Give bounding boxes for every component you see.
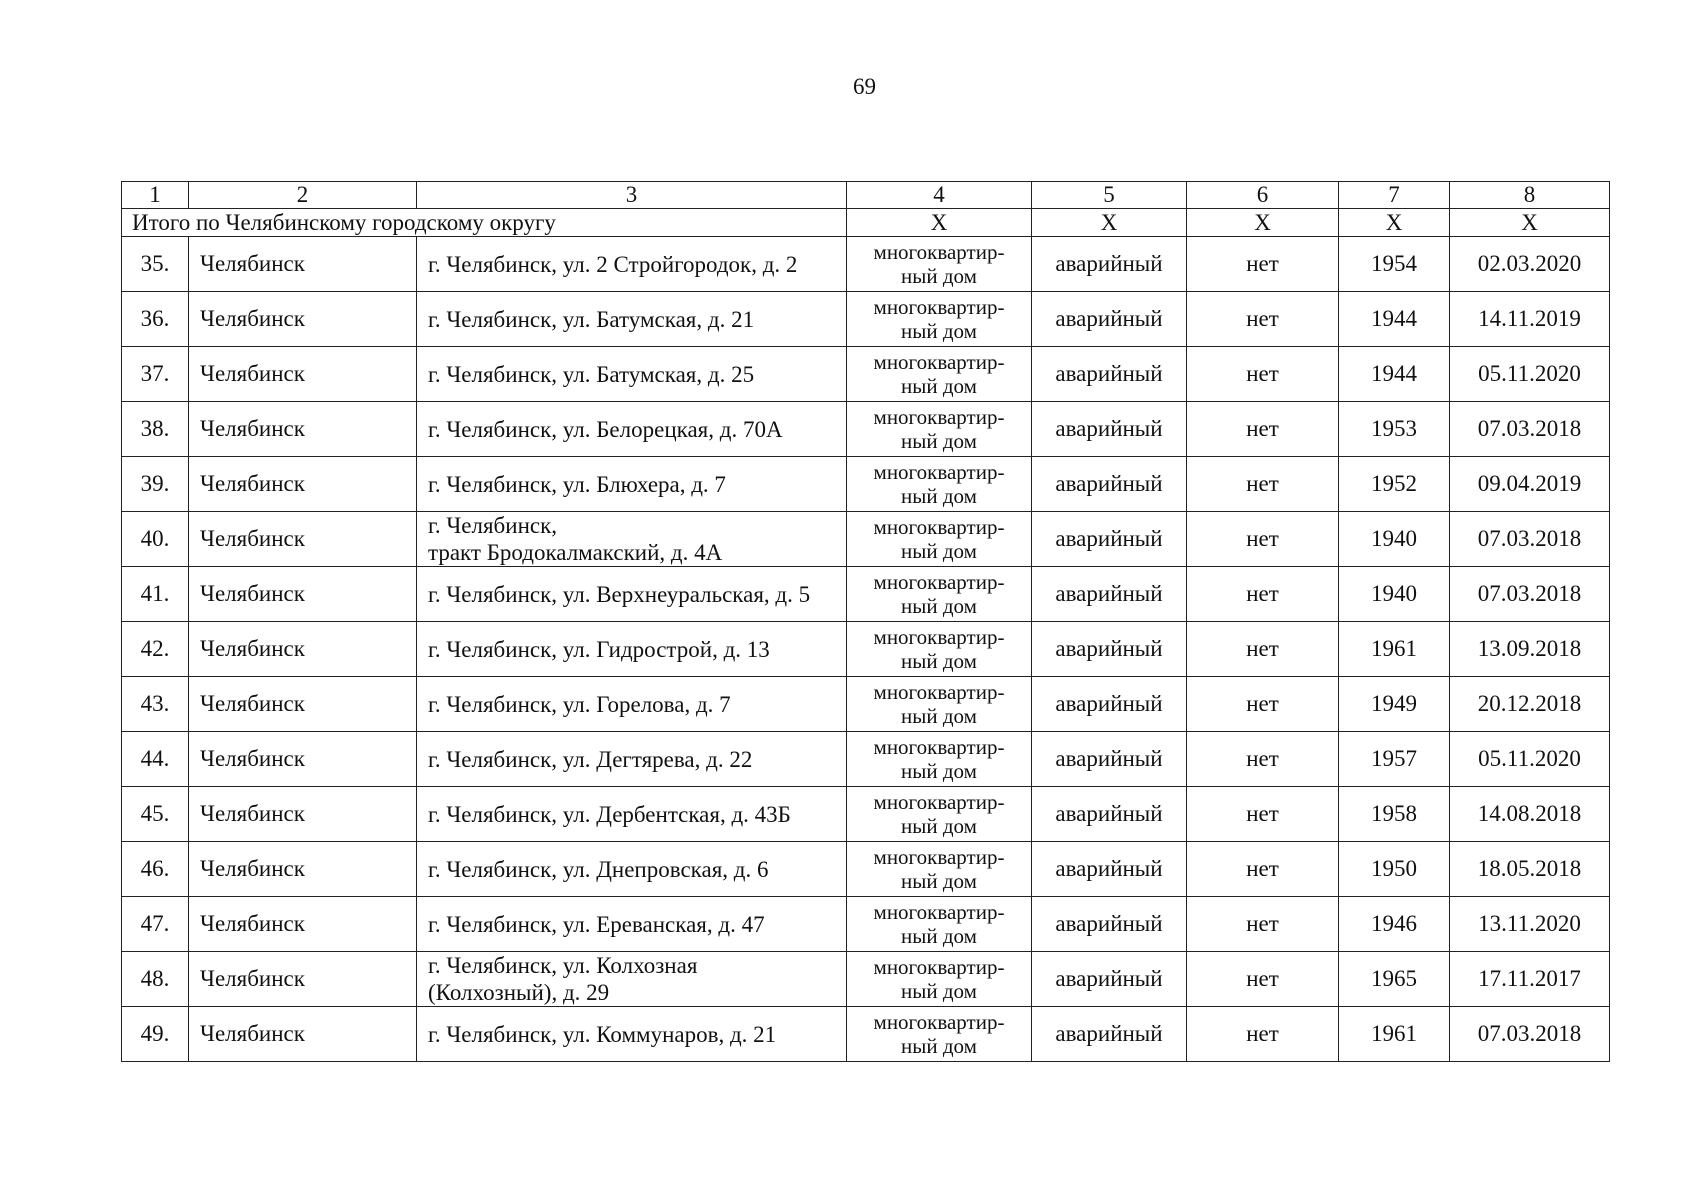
year-cell: 1946 <box>1339 897 1450 952</box>
condition-cell: аварийный <box>1032 622 1187 677</box>
flag-cell: нет <box>1187 677 1339 732</box>
city-cell: Челябинск <box>189 732 417 787</box>
building-type-cell: многоквартир- ный дом <box>847 567 1032 622</box>
row-number: 40. <box>122 512 189 567</box>
condition-cell: аварийный <box>1032 952 1187 1007</box>
total-row <box>122 209 1610 237</box>
flag-cell: нет <box>1187 457 1339 512</box>
row-number: 46. <box>122 842 189 897</box>
building-type-cell: многоквартир- ный дом <box>847 787 1032 842</box>
building-type-cell: многоквартир- ный дом <box>847 237 1032 292</box>
building-type-cell: многоквартир- ный дом <box>847 457 1032 512</box>
city-cell: Челябинск <box>189 402 417 457</box>
address-cell: г. Челябинск, ул. Верхнеуральская, д. 5 <box>417 567 847 622</box>
flag-cell: нет <box>1187 842 1339 897</box>
flag-cell: нет <box>1187 512 1339 567</box>
total-mark: Х <box>847 209 1032 237</box>
building-type-cell: многоквартир- ный дом <box>847 292 1032 347</box>
date-cell: 07.03.2018 <box>1450 567 1610 622</box>
condition-cell: аварийный <box>1032 842 1187 897</box>
row-number: 37. <box>122 347 189 402</box>
city-cell: Челябинск <box>189 1007 417 1062</box>
row-number: 48. <box>122 952 189 1007</box>
date-cell: 05.11.2020 <box>1450 347 1610 402</box>
year-cell: 1961 <box>1339 622 1450 677</box>
total-mark: Х <box>1450 209 1610 237</box>
flag-cell: нет <box>1187 732 1339 787</box>
address-cell: г. Челябинск, ул. Дербентская, д. 43Б <box>417 787 847 842</box>
address-cell: г. Челябинск, ул. Ереванская, д. 47 <box>417 897 847 952</box>
city-cell: Челябинск <box>189 237 417 292</box>
building-type-cell: многоквартир- ный дом <box>847 347 1032 402</box>
column-number: 7 <box>1339 182 1450 209</box>
row-number: 39. <box>122 457 189 512</box>
condition-cell: аварийный <box>1032 1007 1187 1062</box>
condition-cell: аварийный <box>1032 292 1187 347</box>
date-cell: 05.11.2020 <box>1450 732 1610 787</box>
flag-cell: нет <box>1187 237 1339 292</box>
table-row <box>122 402 1610 457</box>
building-type-cell: многоквартир- ный дом <box>847 952 1032 1007</box>
building-type-cell: многоквартир- ный дом <box>847 1007 1032 1062</box>
column-number: 5 <box>1032 182 1187 209</box>
city-cell: Челябинск <box>189 677 417 732</box>
address-cell: г. Челябинск, ул. Дегтярева, д. 22 <box>417 732 847 787</box>
year-cell: 1952 <box>1339 457 1450 512</box>
address-cell: г. Челябинск, ул. Батумская, д. 25 <box>417 347 847 402</box>
city-cell: Челябинск <box>189 567 417 622</box>
city-cell: Челябинск <box>189 897 417 952</box>
date-cell: 07.03.2018 <box>1450 512 1610 567</box>
address-cell: г. Челябинск, ул. 2 Стройгородок, д. 2 <box>417 237 847 292</box>
city-cell: Челябинск <box>189 292 417 347</box>
date-cell: 13.11.2020 <box>1450 897 1610 952</box>
date-cell: 14.08.2018 <box>1450 787 1610 842</box>
year-cell: 1940 <box>1339 512 1450 567</box>
table-row <box>122 237 1610 292</box>
condition-cell: аварийный <box>1032 512 1187 567</box>
city-cell: Челябинск <box>189 952 417 1007</box>
date-cell: 07.03.2018 <box>1450 1007 1610 1062</box>
building-type-cell: многоквартир- ный дом <box>847 512 1032 567</box>
building-type-cell: многоквартир- ный дом <box>847 732 1032 787</box>
row-number: 49. <box>122 1007 189 1062</box>
table-row <box>122 897 1610 952</box>
total-label: Итого по Челябинскому городскому округу <box>122 209 847 237</box>
date-cell: 20.12.2018 <box>1450 677 1610 732</box>
date-cell: 17.11.2017 <box>1450 952 1610 1007</box>
address-cell: г. Челябинск, ул. Батумская, д. 21 <box>417 292 847 347</box>
address-cell: г. Челябинск, тракт Бродокалмакский, д. 4А <box>417 512 847 567</box>
flag-cell: нет <box>1187 402 1339 457</box>
date-cell: 02.03.2020 <box>1450 237 1610 292</box>
year-cell: 1957 <box>1339 732 1450 787</box>
table-row <box>122 677 1610 732</box>
row-number: 38. <box>122 402 189 457</box>
table-row <box>122 292 1610 347</box>
row-number: 41. <box>122 567 189 622</box>
flag-cell: нет <box>1187 292 1339 347</box>
row-number: 44. <box>122 732 189 787</box>
page-number: 69 <box>853 74 876 99</box>
table-row <box>122 1007 1610 1062</box>
flag-cell: нет <box>1187 347 1339 402</box>
address-cell: г. Челябинск, ул. Колхозная (Колхозный), д. 29 <box>417 952 847 1007</box>
housing-registry-table <box>121 181 1610 1062</box>
city-cell: Челябинск <box>189 842 417 897</box>
column-number: 6 <box>1187 182 1339 209</box>
column-number: 8 <box>1450 182 1610 209</box>
flag-cell: нет <box>1187 567 1339 622</box>
row-number: 42. <box>122 622 189 677</box>
column-number: 4 <box>847 182 1032 209</box>
building-type-cell: многоквартир- ный дом <box>847 677 1032 732</box>
year-cell: 1940 <box>1339 567 1450 622</box>
table-row <box>122 512 1610 567</box>
condition-cell: аварийный <box>1032 732 1187 787</box>
condition-cell: аварийный <box>1032 787 1187 842</box>
city-cell: Челябинск <box>189 512 417 567</box>
condition-cell: аварийный <box>1032 402 1187 457</box>
condition-cell: аварийный <box>1032 897 1187 952</box>
condition-cell: аварийный <box>1032 237 1187 292</box>
address-cell: г. Челябинск, ул. Блюхера, д. 7 <box>417 457 847 512</box>
row-number: 45. <box>122 787 189 842</box>
city-cell: Челябинск <box>189 787 417 842</box>
flag-cell: нет <box>1187 787 1339 842</box>
table-row <box>122 347 1610 402</box>
column-number: 3 <box>417 182 847 209</box>
condition-cell: аварийный <box>1032 457 1187 512</box>
address-cell: г. Челябинск, ул. Днепровская, д. 6 <box>417 842 847 897</box>
column-number: 1 <box>122 182 189 209</box>
address-cell: г. Челябинск, ул. Белорецкая, д. 70А <box>417 402 847 457</box>
date-cell: 13.09.2018 <box>1450 622 1610 677</box>
total-mark: Х <box>1339 209 1450 237</box>
row-number: 36. <box>122 292 189 347</box>
table-row <box>122 842 1610 897</box>
condition-cell: аварийный <box>1032 567 1187 622</box>
year-cell: 1944 <box>1339 347 1450 402</box>
year-cell: 1953 <box>1339 402 1450 457</box>
row-number: 47. <box>122 897 189 952</box>
table-row <box>122 457 1610 512</box>
city-cell: Челябинск <box>189 457 417 512</box>
year-cell: 1958 <box>1339 787 1450 842</box>
condition-cell: аварийный <box>1032 347 1187 402</box>
building-type-cell: многоквартир- ный дом <box>847 622 1032 677</box>
year-cell: 1965 <box>1339 952 1450 1007</box>
city-cell: Челябинск <box>189 622 417 677</box>
row-number: 35. <box>122 237 189 292</box>
date-cell: 18.05.2018 <box>1450 842 1610 897</box>
address-cell: г. Челябинск, ул. Горелова, д. 7 <box>417 677 847 732</box>
flag-cell: нет <box>1187 952 1339 1007</box>
year-cell: 1949 <box>1339 677 1450 732</box>
table-row <box>122 622 1610 677</box>
year-cell: 1954 <box>1339 237 1450 292</box>
address-cell: г. Челябинск, ул. Коммунаров, д. 21 <box>417 1007 847 1062</box>
table-row <box>122 787 1610 842</box>
date-cell: 14.11.2019 <box>1450 292 1610 347</box>
building-type-cell: многоквартир- ный дом <box>847 402 1032 457</box>
total-mark: Х <box>1187 209 1339 237</box>
building-type-cell: многоквартир- ный дом <box>847 842 1032 897</box>
column-number-row <box>122 182 1610 209</box>
flag-cell: нет <box>1187 897 1339 952</box>
flag-cell: нет <box>1187 1007 1339 1062</box>
building-type-cell: многоквартир- ный дом <box>847 897 1032 952</box>
year-cell: 1950 <box>1339 842 1450 897</box>
date-cell: 07.03.2018 <box>1450 402 1610 457</box>
table-row <box>122 567 1610 622</box>
date-cell: 09.04.2019 <box>1450 457 1610 512</box>
year-cell: 1961 <box>1339 1007 1450 1062</box>
table-row <box>122 952 1610 1007</box>
condition-cell: аварийный <box>1032 677 1187 732</box>
address-cell: г. Челябинск, ул. Гидрострой, д. 13 <box>417 622 847 677</box>
row-number: 43. <box>122 677 189 732</box>
flag-cell: нет <box>1187 622 1339 677</box>
column-number: 2 <box>189 182 417 209</box>
year-cell: 1944 <box>1339 292 1450 347</box>
table-row <box>122 732 1610 787</box>
city-cell: Челябинск <box>189 347 417 402</box>
total-mark: Х <box>1032 209 1187 237</box>
